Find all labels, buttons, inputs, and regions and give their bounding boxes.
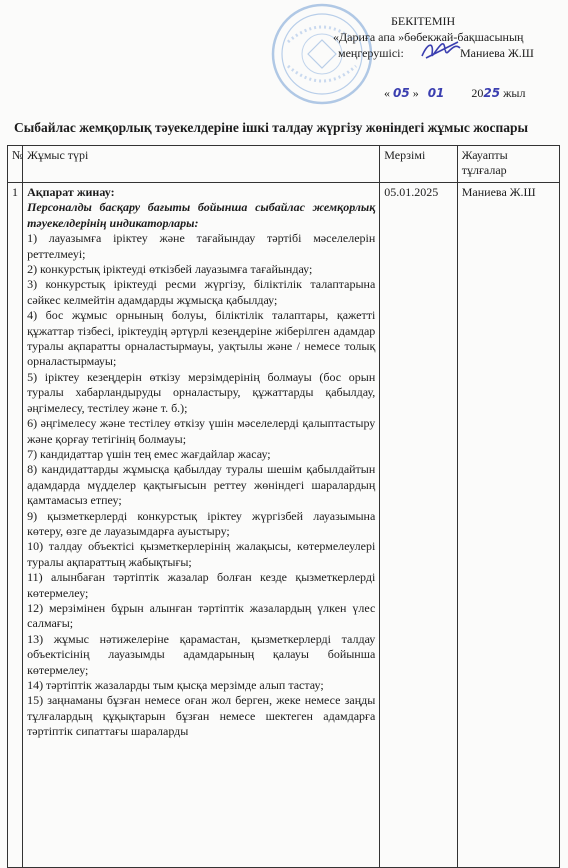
approval-date: « 05 » 01 2025 жыл: [384, 86, 526, 100]
row-responsible: Маниева Ж.Ш: [457, 183, 559, 868]
list-item: 15) заңнаманы бұзған немесе оған жол берген, жеке немесе заңды тұлғалардың құқықтарын бұзған немесе шектеген адамдарға тәртіптік сипаттағы шараларды: [27, 693, 376, 739]
list-item: 3) конкурстық іріктеуді ресми жүргізу, біліктілік талаптарына сәйкес келмейтін адамдарды жұмысқа қабылдау;: [27, 277, 376, 307]
list-item: 13) жұмыс нәтижелеріне қарамастан, қызметкерлерді талдау объектісінің лауазымды адамдарының қалауы бойынша көтермелеу;: [27, 631, 376, 677]
work-plan-table: [7, 145, 560, 868]
list-item: 14) тәртіптік жазаларды тым қысқа мерзімде алып тастау;: [27, 678, 324, 692]
list-item: 2) конкурстық іріктеуді өткізбей лауазымға тағайындау;: [27, 262, 313, 277]
row-number: 1: [8, 183, 23, 868]
date-year: 25: [483, 86, 501, 100]
header-responsible: Жауапты тұлғалар: [457, 146, 559, 183]
row-deadline: 05.01.2025: [380, 183, 457, 868]
approval-manager-label: меңгерушісі:: [338, 46, 404, 60]
list-item: 10) талдау объектісі қызметкерлерінің жалақысы, көтермелеулері туралы ақпараттың жабықтығы;: [27, 539, 376, 569]
approval-organization: «Дариға апа »бөбекжай-бақшасының: [333, 30, 524, 44]
list-item: 9) қызметкерлерді конкурстық іріктеу жүргізбей лауазымына көтеру, өзге де лауазымдарға ауыстыру;: [27, 508, 376, 538]
approval-manager-name: Маниева Ж.Ш: [460, 46, 534, 60]
list-item: 1) лауазымға іріктеу және тағайындау тәртібі мәселелерін реттелмеуі;: [27, 231, 376, 261]
section-heading: Ақпарат жинау:: [27, 185, 115, 199]
date-day: 05: [393, 86, 410, 100]
approval-title: БЕКІТЕМІН: [391, 14, 456, 28]
table-header-row: [8, 146, 560, 183]
header-deadline: Мерзімі: [380, 146, 457, 183]
list-item: 5) іріктеу кезеңдерін өткізу мерзімдерінің болмауы (бос орын туралы хабарландыруды орналастыру, құжаттарды қабылдау, әңгімелесу, тестілеу және т. б.);: [27, 369, 376, 415]
list-item: 11) алынбаған тәртіптік жазалар болған кезде қызметкерлерді көтермелеу;: [27, 570, 376, 600]
date-month: 01: [427, 86, 445, 100]
list-item: 12) мерзімінен бұрын алынған тәртіптік жазалардың үлкен үлес салмағы;: [27, 600, 376, 631]
table-row: [8, 183, 560, 868]
list-item: 7) кандидаттар үшін тең емес жағдайлар жасау;: [27, 446, 271, 461]
row-work-description: [23, 183, 380, 868]
list-item: 4) бос жұмыс орнының болуы, біліктілік талаптары, қажетті құжаттар тізбесі, іріктеудің әртүрлі кезеңдеріне жіберілген адамдар туралы ақпаратты орналастырмауы, уақтылы және / немесе толық орналастырмауы;: [27, 308, 376, 369]
document-title: Сыбайлас жемқорлық тәуекелдеріне ішкі талдау жүргізу жөніндегі жұмыс жоспары: [14, 120, 529, 135]
list-item: 8) кандидаттарды жұмысқа қабылдау туралы шешім қабылдайтын адамдарда мүдделер қақтығысын реттеу жөніндегі шаралардың қамтамасыз етпеу;: [27, 462, 376, 508]
section-subtitle: Персоналды басқару бағыты бойынша сыбайлас жемқорлық тәуекелдерінің индикаторлары:: [27, 200, 376, 230]
handwritten-signature: [420, 38, 464, 64]
indicator-list: [27, 231, 375, 739]
list-item: 6) әңгімелесу және тестілеу өткізу үшін мәселелерді қалыптастыру және қорғау тетігінің болмауы;: [27, 416, 376, 446]
header-work-type: Жұмыс түрі: [23, 146, 380, 183]
header-number: №: [8, 146, 23, 183]
